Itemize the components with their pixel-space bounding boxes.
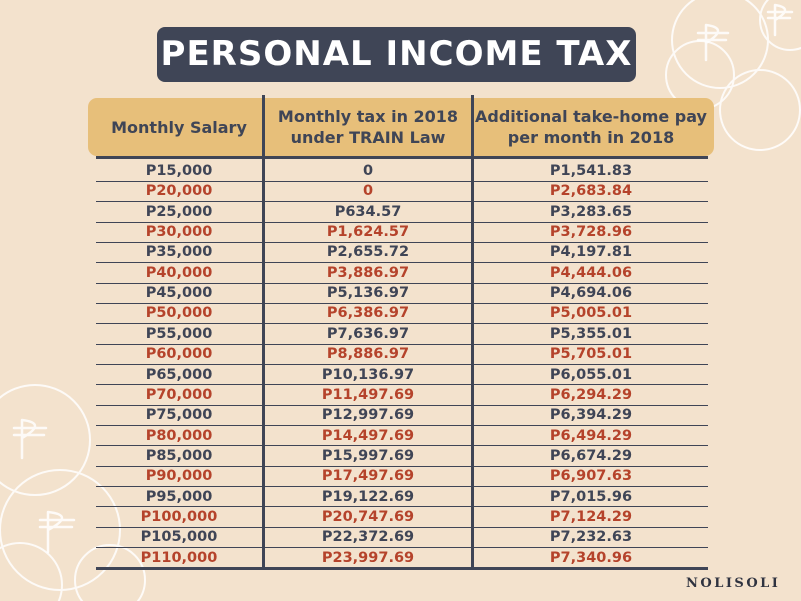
cell-salary: P45,000	[145, 285, 213, 302]
cell-tax: P22,372.69	[321, 529, 415, 546]
cell-tax: P19,122.69	[321, 488, 415, 505]
cell-takehome: P6,907.63	[549, 468, 633, 485]
column-header-salary: Monthly Salary	[111, 117, 247, 137]
cell-tax: 0	[362, 183, 374, 200]
cell-salary: P105,000	[140, 529, 218, 546]
page-title: PERSONAL INCOME TAX	[157, 27, 636, 82]
cell-salary: P110,000	[140, 549, 218, 566]
cell-salary: P20,000	[145, 183, 213, 200]
cell-takehome: P6,055.01	[549, 366, 633, 383]
cell-takehome: P6,494.29	[549, 427, 633, 444]
cell-tax: P7,636.97	[326, 325, 410, 342]
cell-takehome: P5,705.01	[549, 346, 633, 363]
cell-tax: P20,747.69	[321, 508, 415, 525]
cell-takehome: P7,015.96	[549, 488, 633, 505]
cell-salary: P95,000	[145, 488, 213, 505]
cell-salary: P90,000	[145, 468, 213, 485]
cell-salary: P70,000	[145, 386, 213, 403]
cell-takehome: P7,232.63	[549, 529, 633, 546]
table-bottom-rule	[96, 567, 708, 570]
cell-takehome: P4,197.81	[549, 244, 633, 261]
column-header-tax: Monthly tax in 2018 under TRAIN Law	[277, 107, 459, 147]
cell-tax: P634.57	[334, 203, 402, 220]
cell-salary: P30,000	[145, 224, 213, 241]
cell-takehome: P5,355.01	[549, 325, 633, 342]
cell-takehome: P4,694.06	[549, 285, 633, 302]
cell-salary: P40,000	[145, 264, 213, 281]
cell-tax: P15,997.69	[321, 447, 415, 464]
cell-takehome: P1,541.83	[549, 163, 633, 179]
cell-salary: P35,000	[145, 244, 213, 261]
cell-tax: P3,886.97	[326, 264, 410, 281]
cell-tax: P6,386.97	[326, 305, 410, 322]
cell-tax: P14,497.69	[321, 427, 415, 444]
cell-salary: P60,000	[145, 346, 213, 363]
cell-takehome: P6,294.29	[549, 386, 633, 403]
cell-tax: P5,136.97	[326, 285, 410, 302]
cell-salary: P65,000	[145, 366, 213, 383]
cell-salary: P55,000	[145, 325, 213, 342]
cell-tax: P8,886.97	[326, 346, 410, 363]
cell-tax: P23,997.69	[321, 549, 415, 566]
table-top-rule	[96, 156, 708, 159]
cell-takehome: P2,683.84	[549, 183, 633, 200]
cell-takehome: P4,444.06	[549, 264, 633, 281]
cell-tax: P12,997.69	[321, 407, 415, 424]
cell-salary: P80,000	[145, 427, 213, 444]
cell-tax: P11,497.69	[321, 386, 415, 403]
cell-takehome: P7,124.29	[549, 508, 633, 525]
cell-tax: P1,624.57	[326, 224, 410, 241]
column-header-takehome: Additional take-home pay per month in 2018	[475, 107, 707, 147]
cell-takehome: P3,728.96	[549, 224, 633, 241]
cell-takehome: P6,394.29	[549, 407, 633, 424]
cell-takehome: P3,283.65	[549, 203, 633, 220]
cell-salary: P15,000	[145, 163, 213, 179]
cell-takehome: P5,005.01	[549, 305, 633, 322]
brand-logo: NOLISOLI	[686, 576, 781, 591]
cell-salary: P100,000	[140, 508, 218, 525]
cell-salary: P25,000	[145, 203, 213, 220]
cell-tax: P10,136.97	[321, 366, 415, 383]
cell-tax: 0	[362, 163, 374, 179]
cell-salary: P85,000	[145, 447, 213, 464]
cell-salary: P50,000	[145, 305, 213, 322]
cell-salary: P75,000	[145, 407, 213, 424]
cell-takehome: P7,340.96	[549, 549, 633, 566]
cell-tax: P2,655.72	[326, 244, 410, 261]
cell-tax: P17,497.69	[321, 468, 415, 485]
cell-takehome: P6,674.29	[549, 447, 633, 464]
